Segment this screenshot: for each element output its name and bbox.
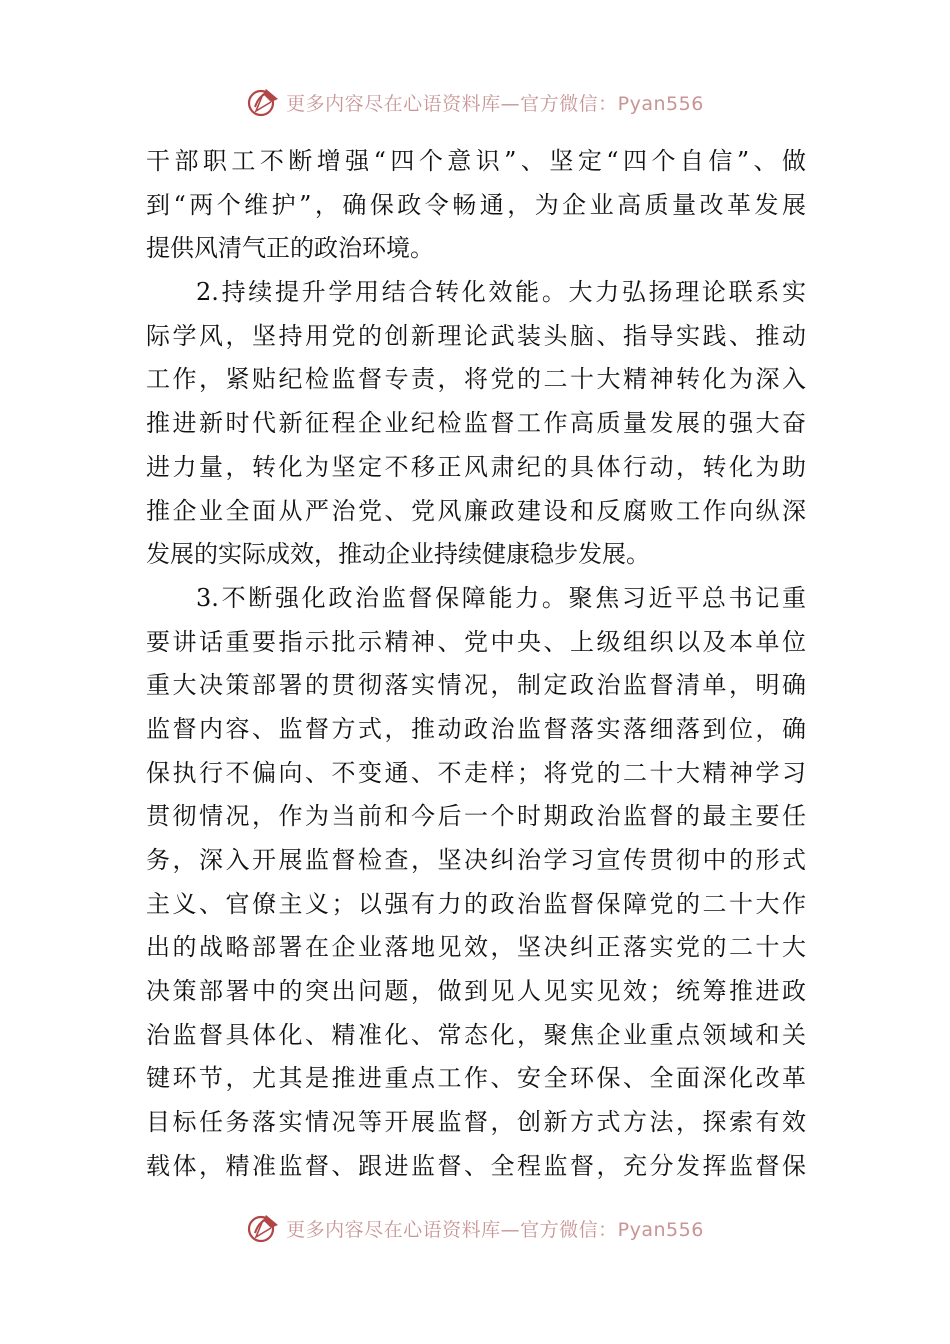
text-line: 载体，精准监督、跟进监督、全程监督，充分发挥监督保 xyxy=(146,1151,806,1180)
text-line: 治监督具体化、精准化、常态化，聚焦企业重点领域和关 xyxy=(146,1020,806,1049)
text-line: 提供风清气正的政治环境。 xyxy=(146,234,434,263)
text-line: 出的战略部署在企业落地见效，坚决纠正落实党的二十大 xyxy=(146,933,806,962)
paragraph xyxy=(146,577,806,1189)
text-line: 决策部署中的突出问题，做到见人见实见效；统筹推进政 xyxy=(146,977,806,1006)
text-line: 重大决策部署的贯彻落实情况，制定政治监督清单，明确 xyxy=(146,671,806,700)
text-line: 监督内容、监督方式，推动政治监督落实落细落到位，确 xyxy=(146,714,806,743)
text-line: 务，深入开展监督检查，坚决纠治学习宣传贯彻中的形式 xyxy=(146,846,806,874)
text-line: 2.持续提升学用结合转化效能。大力弘扬理论联系实 xyxy=(196,278,806,307)
text-line: 要讲话重要指示批示精神、党中央、上级组织以及本单位 xyxy=(146,627,806,656)
paragraph xyxy=(146,271,806,577)
text-line: 贯彻情况，作为当前和今后一个时期政治监督的最主要任 xyxy=(146,802,806,831)
text-line: 际学风，坚持用党的创新理论武装头脑、指导实践、推动 xyxy=(146,321,806,350)
text-line: 推进新时代新征程企业纪检监督工作高质量发展的强大奋 xyxy=(146,409,806,438)
document-body xyxy=(146,140,806,1189)
text-line: 目标任务落实情况等开展监督，创新方式方法，探索有效 xyxy=(146,1108,806,1137)
text-line: 到“两个维护”，确保政令畅通，为企业高质量改革发展 xyxy=(146,190,806,219)
header-watermark xyxy=(0,82,950,122)
pen-logo-icon xyxy=(246,1211,280,1245)
watermark-text: 更多内容尽在心语资料库—官方微信：Pyan556 xyxy=(286,92,704,115)
paragraph xyxy=(146,140,806,271)
pen-logo-icon xyxy=(246,85,280,119)
text-line: 发展的实际成效，推动企业持续健康稳步发展。 xyxy=(146,540,650,569)
watermark-text: 更多内容尽在心语资料库—官方微信：Pyan556 xyxy=(286,1218,704,1241)
text-line: 键环节，尤其是推进重点工作、安全环保、全面深化改革 xyxy=(146,1064,806,1093)
text-line: 主义、官僚主义；以强有力的政治监督保障党的二十大作 xyxy=(146,889,806,918)
text-line: 保执行不偏向、不变通、不走样；将党的二十大精神学习 xyxy=(146,758,806,787)
text-line: 工作，紧贴纪检监督专责，将党的二十大精神转化为深入 xyxy=(146,365,806,394)
footer-watermark xyxy=(0,1208,950,1248)
text-line: 干部职工不断增强“四个意识”、坚定“四个自信”、做 xyxy=(146,147,806,175)
text-line: 进力量，转化为坚定不移正风肃纪的具体行动，转化为助 xyxy=(146,452,806,481)
text-line: 推企业全面从严治党、党风廉政建设和反腐败工作向纵深 xyxy=(146,496,806,525)
text-line: 3.不断强化政治监督保障能力。聚焦习近平总书记重 xyxy=(196,583,806,612)
